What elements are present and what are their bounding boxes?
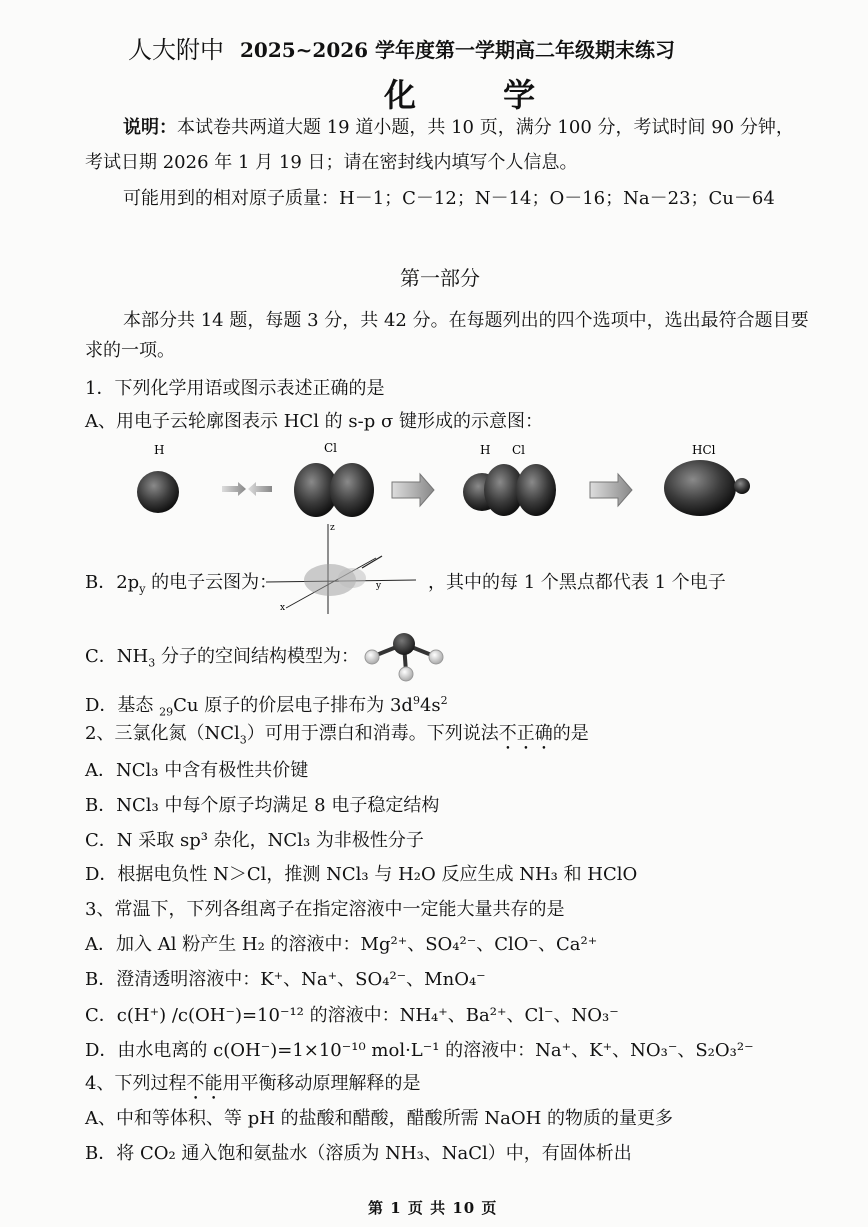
page-footer: 第 1 页 共 10 页 (368, 1199, 498, 1217)
hcl-bond-orbital (664, 460, 736, 516)
q3-option-d: D．由水电离的 c(OH⁻)=1×10⁻¹⁰ mol·L⁻¹ 的溶液中：Na⁺、K⁺、NO₃⁻、S₂O₃²⁻ (85, 1040, 754, 1061)
q2-option-b: B．NCl₃ 中每个原子均满足 8 电子稳定结构 (85, 795, 440, 816)
cl-p-orbital-lobe-right (330, 463, 374, 517)
q4-stem-text-2: 用平衡移动原理解释的是 (222, 1073, 421, 1094)
q3-option-c: C．c(H⁺) /c(OH⁻)=10⁻¹² 的溶液中：NH₄⁺、Ba²⁺、Cl⁻、NO₃⁻ (85, 1005, 619, 1026)
q1-option-a: A、用电子云轮廓图表示 HCl 的 s-p σ 键形成的示意图： (85, 411, 543, 432)
electron-cloud-icon (338, 568, 366, 588)
section-intro-2: 求的一项。 (85, 340, 175, 361)
nh3-ball-stick-model (358, 630, 450, 682)
label-h: H (154, 443, 165, 457)
hydrogen-atom (399, 667, 413, 681)
q3-option-a: A．加入 Al 粉产生 H₂ 的溶液中：Mg²⁺、SO₄²⁻、ClO⁻、Ca²⁺ (85, 934, 598, 955)
nitrogen-atom (393, 633, 415, 655)
q1-c-sub: 3 (148, 656, 156, 670)
q1-d-text-1: D．基态 (85, 695, 160, 716)
q1-option-d (85, 689, 448, 725)
label-h-2: H (480, 443, 491, 457)
q1-option-b-prefix (85, 571, 277, 602)
label-cl: Cl (324, 441, 338, 455)
q2-stem-text-1: 2、三氯化氮（NCl (85, 723, 240, 744)
q3-option-b: B．澄清透明溶液中：K⁺、Na⁺、SO₄²⁻、MnO₄⁻ (85, 969, 486, 990)
q2-option-a: A．NCl₃ 中含有极性共价键 (85, 760, 309, 781)
arrow-icon (590, 474, 632, 506)
q1-d-text-2: Cu 原子的价层电子排布为 3d (173, 695, 413, 716)
q3-stem: 3、常温下，下列各组离子在指定溶液中一定能大量共存的是 (85, 899, 565, 920)
label-hcl: HCl (692, 443, 716, 457)
q2-option-d: D．根据电负性 N＞Cl，推测 NCl₃ 与 H₂O 反应生成 NH₃ 和 HClO (85, 864, 638, 885)
q2-stem (85, 722, 589, 754)
q1-d-sup-1: 9 (412, 694, 420, 707)
2py-electron-cloud-diagram (266, 522, 416, 616)
label-cl-2: Cl (512, 443, 526, 457)
q1-c-text-2: 分子的空间结构模型为： (155, 646, 359, 667)
q4-option-a: A、中和等体积、等 pH 的盐酸和醋酸，醋酸所需 NaOH 的物质的量更多 (85, 1108, 674, 1129)
q1-b-sub: y (139, 582, 146, 596)
instructions-line-1 (123, 116, 794, 140)
q1-b-text-2: 的电子云图为： (145, 572, 278, 593)
axis-label-y: y (376, 581, 382, 591)
hydrogen-atom (365, 650, 379, 664)
subject-title: 化 学 (384, 76, 574, 114)
overlap-cl-lobe-right (516, 464, 556, 516)
tick-mark (362, 556, 382, 568)
q2-stem-text-3: 的是 (552, 723, 589, 744)
q4-stem-text-1: 4、下列过程 (85, 1073, 187, 1094)
q4-stem-emphasis: 不能 (186, 1073, 223, 1094)
q1-option-c (85, 645, 359, 676)
exam-name: 2025~2026 学年度第一学期高二年级期末练习 (240, 38, 676, 62)
axis-label-x: x (280, 603, 286, 613)
hydrogen-atom (429, 650, 443, 664)
school-name: 人大附中 (128, 36, 224, 64)
q1-b-text-1: B．2p (85, 572, 140, 593)
q1-c-text-1: C．NH (85, 646, 149, 667)
q1-d-sub: 29 (159, 705, 174, 719)
hcl-small-lobe (734, 478, 750, 494)
hcl-orbital-diagram (120, 438, 760, 524)
q2-stem-sub: 3 (239, 733, 247, 747)
instructions-line-2: 考试日期 2026 年 1 月 19 日；请在密封线内填写个人信息。 (85, 152, 578, 173)
q1-stem: 1．下列化学用语或图示表述正确的是 (85, 378, 385, 399)
approach-arrows-icon (222, 482, 272, 496)
section-intro-1: 本部分共 14 题，每题 3 分，共 42 分。在每题列出的四个选项中，选出最符合题目要 (123, 310, 809, 331)
section-title: 第一部分 (400, 266, 480, 290)
q4-stem (85, 1072, 420, 1104)
q1-option-b-suffix: ，其中的每 1 个黑点都代表 1 个电子 (428, 572, 726, 593)
q2-stem-emphasis: 不正确 (498, 723, 553, 744)
instructions-label: 说明： (123, 117, 177, 138)
arrow-icon (392, 474, 434, 506)
q1-d-sup-2: 2 (440, 694, 448, 707)
q2-stem-text-2: ）可用于漂白和消毒。下列说法 (246, 723, 499, 744)
q4-option-b: B．将 CO₂ 通入饱和氨盐水（溶质为 NH₃、NaCl）中，有固体析出 (85, 1143, 632, 1164)
axis-label-z: z (330, 523, 335, 533)
q1-d-text-3: 4s (419, 695, 441, 716)
h-s-orbital (137, 471, 179, 513)
instructions-text-1: 本试卷共两道大题 19 道小题，共 10 页，满分 100 分，考试时间 90 分钟， (177, 117, 794, 138)
q2-option-c: C．N 采取 sp³ 杂化，NCl₃ 为非极性分子 (85, 830, 424, 851)
atomic-masses: 可能用到的相对原子质量：H－1；C－12；N－14；O－16；Na－23；Cu－64 (123, 188, 775, 209)
